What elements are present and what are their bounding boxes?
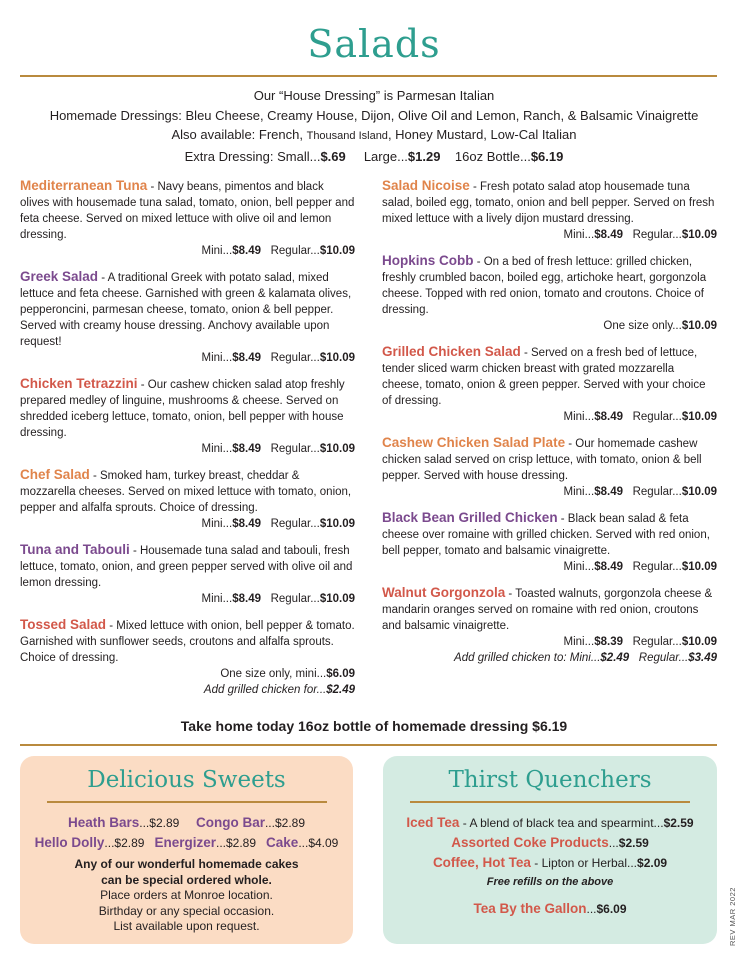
coffee-row: Coffee, Hot Tea - Lipton or Herbal...$2.09 [432,855,668,870]
revision-note: REV MAR 2022 [728,887,737,946]
hello-dolly-price: ...$2.89 [104,836,145,850]
item-description: - Housemade tuna salad and tabouli, fresh lettuce, tomato, onion, and green pepper served with olive oil and lemon dressing. [20,545,353,589]
congo-bar-price: ...$2.89 [264,816,305,830]
hello-dolly-name: Hello Dolly [34,835,105,850]
thirst-quenchers-panel [383,756,717,944]
heath-bars-price: ...$2.89 [139,816,180,830]
item-name: Greek Salad [20,269,99,284]
item-description: - Fresh potato salad atop housemade tuna salad, boiled egg, tomato, onion and bell pepper. Served on fresh mixed lettuce with a lively dijon mustard dressing. [382,181,715,225]
item-price: Mini...$8.49 Regular...$10.09 [201,518,355,530]
top-divider [20,75,717,77]
item-description: - On a bed of fresh lettuce: grilled chicken, freshly crumbled bacon, boiled egg, artichoke heart, gorgonzola cheese. Topped with red onion, tomato and croutons. Choice of dressing. [382,256,707,316]
item-name: Chicken Tetrazzini [20,376,138,391]
item-price: Mini...$8.49 Regular...$10.09 [563,561,717,573]
item-name: Black Bean Grilled Chicken [382,510,558,525]
sweets-divider [47,801,327,803]
item-addon-price: Add grilled chicken to: Mini...$2.49 Regular...$3.49 [454,652,717,664]
tea-gallon-row: Tea By the Gallon...$6.09 [473,901,627,916]
item-name: Salad Nicoise [382,178,470,193]
item-name: Hopkins Cobb [382,253,474,268]
cake-name: Cake [266,835,299,850]
homemade-dressings-line: Homemade Dressings: Bleu Cheese, Creamy House, Dijon, Olive Oil and Lemon, Ranch, & Balsamic Vinaigrette [49,107,699,123]
menu-item-greek-salad [20,269,355,366]
menu-item-tuna-tabouli [20,542,355,607]
item-price: Mini...$8.49 Regular...$10.09 [563,411,717,423]
cake-price: ...$4.09 [298,836,339,850]
item-description: - Our homemade cashew chicken salad served on crisp lettuce, with tomato, onion & bell pepper. Served with house dressing. [382,438,702,482]
item-description: - Smoked ham, turkey breast, cheddar & mozzarella cheeses. Served on mixed lettuce with tomato, onion, pepper and alfalfa sprouts. Choice of dressing. [20,470,352,514]
menu-item-walnut-gorgonzola [382,585,717,666]
menu-item-mediterranean-tuna [20,178,355,259]
energizer-name: Energizer [154,835,216,850]
coke-row: Assorted Coke Products...$2.59 [451,835,649,850]
item-description: - Black bean salad & feta cheese over romaine with grilled chicken. Served with red onion, bell pepper, tomato and balsamic vinaigrette. [382,513,710,557]
item-name: Walnut Gorgonzola [382,585,506,600]
item-description: - Served on a fresh bed of lettuce, tender sliced warm chicken breast with grated mozzarella cheese, tomato, onion & green pepper. Served with your choice of dressing. [382,347,706,407]
item-price: Mini...$8.49 Regular...$10.09 [201,352,355,364]
bottom-divider [20,744,717,746]
item-price: Mini...$8.49 Regular...$10.09 [201,245,355,257]
menu-item-salad-nicoise [382,178,717,243]
item-price: One size only, mini...$6.09 [220,668,355,680]
also-available-line: Also available: French, Thousand Island, Honey Mustard, Low-Cal Italian [171,127,577,142]
iced-tea-row: Iced Tea - A blend of black tea and spearmint...$2.59 [406,815,694,830]
item-name: Mediterranean Tuna [20,178,148,193]
page-title: Salads [307,22,441,66]
cake-order-note: Any of our wonderful homemade cakes can be special ordered whole. Place orders at Monroe location. Birthday or any special occasion. List available upon request. [74,857,299,933]
item-description: - Our cashew chicken salad atop freshly prepared medley of linguine, mushrooms & cheese. Served on shredded iceberg lettuce, tomato, onion, bell pepper with house dressing. [20,379,345,439]
item-name: Cashew Chicken Salad Plate [382,435,566,450]
thirst-title: Thirst Quenchers [448,767,652,793]
menu-item-black-bean-grilled-chicken [382,510,717,575]
thirst-divider [410,801,690,803]
congo-bar-name: Congo Bar [195,815,265,830]
item-price: Mini...$8.39 Regular...$10.09 [563,636,717,648]
extra-dressing-line: Extra Dressing: Small...$.69 Large...$1.29 16oz Bottle...$6.19 [184,148,564,164]
item-price: Mini...$8.49 Regular...$10.09 [563,229,717,241]
sweets-row-1 [20,813,353,833]
menu-item-grilled-chicken-salad [382,344,717,425]
menu-item-tossed-salad [20,617,355,698]
item-description: - Navy beans, pimentos and black olives with housemade tuna salad, tomato, onion, bell pepper and feta cheese. Served on mixed lettuce with olive oil and lemon dressing. [20,181,355,241]
free-refills-note: Free refills on the above [486,876,614,888]
item-name: Tossed Salad [20,617,107,632]
item-name: Grilled Chicken Salad [382,344,521,359]
menu-item-cashew-chicken-salad-plate [382,435,717,500]
menu-item-chicken-tetrazzini [20,376,355,457]
dressing-info [0,86,748,166]
heath-bars-name: Heath Bars [67,815,140,830]
menu-item-hopkins-cobb [382,253,717,334]
energizer-price: ...$2.89 [215,836,257,850]
take-home-dressing-note: Take home today 16oz bottle of homemade dressing $6.19 [180,718,568,734]
delicious-sweets-panel [20,756,353,944]
item-price: One size only...$10.09 [603,320,717,332]
menu-item-chef-salad [20,467,355,532]
right-menu-column [382,178,717,676]
item-price: Mini...$8.49 Regular...$10.09 [201,443,355,455]
sweets-title: Delicious Sweets [87,767,286,793]
house-dressing-line: Our “House Dressing” is Parmesan Italian [253,88,495,103]
item-price: Mini...$8.49 Regular...$10.09 [201,593,355,605]
item-description: - Mixed lettuce with onion, bell pepper & tomato. Garnished with sunflower seeds, croutons and alfalfa sprouts. Choice of dressing. [20,620,355,664]
left-menu-column [20,178,355,708]
item-description: - A traditional Greek with potato salad, mixed lettuce and feta cheese. Garnished with green & kalamata olives, pepperoncini, parmesan cheese, tomato, onion & bell pepper. Served with creamy house dressing. Anchovy available upon request! [20,272,352,348]
item-price: Mini...$8.49 Regular...$10.09 [563,486,717,498]
item-name: Tuna and Tabouli [20,542,130,557]
sweets-row-2 [20,833,353,853]
item-addon-price: Add grilled chicken for...$2.49 [203,684,355,696]
item-name: Chef Salad [20,467,90,482]
item-description: - Toasted walnuts, gorgonzola cheese & mandarin oranges served on romaine with red onion, croutons and balsamic vinaigrette. [382,588,713,632]
